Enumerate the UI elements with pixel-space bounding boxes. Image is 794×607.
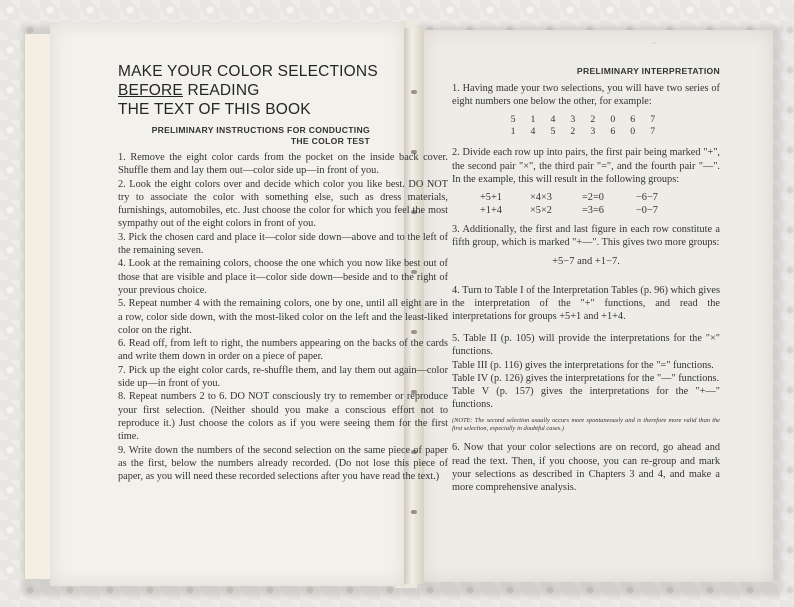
heading-line: PRELIMINARY INSTRUCTIONS FOR CONDUCTING bbox=[151, 125, 370, 135]
instruction-paragraph: 5. Repeat number 4 with the remaining colors, one by one, until all eight are in a row, color side down, with the most-liked color on the left and the least-liked color on the right. bbox=[118, 298, 448, 336]
instruction-paragraph: 8. Repeat numbers 2 to 6. DO NOT consciously try to remember or reproduce your first selection. (Neither should you make a conscious effort not to reproduce it.) Just choose the colors as if you were seeing them for the first time. bbox=[118, 391, 448, 443]
section-heading bbox=[70, 125, 370, 147]
paragraph: Table IV (p. 126) gives the interpretations for the "—" functions. bbox=[452, 372, 720, 384]
instruction-paragraph: 3. Pick the chosen card and place it—color side down—above and to the left of the remaining seven. bbox=[118, 231, 448, 257]
group-item: −6−7 bbox=[636, 192, 658, 204]
title-line bbox=[118, 81, 390, 100]
paragraph: 1. Having made your two selections, you will have two series of eight numbers one below the other, for example: bbox=[452, 83, 720, 108]
right-page-content bbox=[452, 66, 720, 494]
group-item: ×4×3 bbox=[530, 192, 552, 204]
heading-line: THE COLOR TEST bbox=[290, 136, 370, 146]
left-page-content bbox=[70, 62, 448, 483]
instruction-paragraph: 1. Remove the eight color cards from the pocket on the inside back cover. Shuffle them and lay them out—color side up—in front of you. bbox=[118, 152, 448, 177]
binding-stitch bbox=[411, 510, 417, 514]
instruction-paragraph: 2. Look the eight colors over and decide which color you like best. DO NOT try to associate the color with something else, such as dress materials, furnishings, automobiles, etc. Just choose the color for which you feel the most sympathy out of the eight colors in front of you. bbox=[118, 178, 448, 230]
instruction-paragraph: 4. Look at the remaining colors, choose the one which you now like best out of those that are visible and place it—color side down—beside and to the right of your previous choice. bbox=[118, 258, 448, 296]
instruction-paragraph: 7. Pick up the eight color cards, re-shuffle them, and lay them out again—color side up—in front of you. bbox=[118, 364, 448, 390]
instructions-text bbox=[118, 151, 448, 483]
paragraph: Table V (p. 157) gives the interpretations for the "+—" functions. bbox=[452, 386, 720, 411]
interpretation-text bbox=[452, 82, 720, 494]
example-series bbox=[452, 114, 720, 138]
paragraph: 5. Table II (p. 105) will provide the interpretations for the "×" functions. bbox=[452, 333, 720, 358]
section-heading: PRELIMINARY INTERPRETATION bbox=[576, 66, 720, 76]
series-row: 5 1 4 3 2 0 6 7 bbox=[510, 114, 662, 126]
title-line: MAKE YOUR COLOR SELECTIONS bbox=[118, 63, 378, 80]
page-title bbox=[118, 62, 390, 119]
binding-stitch bbox=[411, 90, 417, 94]
instruction-paragraph: 9. Write down the numbers of the second selection on the same piece of paper as the first, below the numbers already recorded. (Do not lose this piece of paper, as you will need these recorded selections after you have read the text.) bbox=[118, 444, 448, 483]
paragraph: 4. Turn to Table I of the Interpretation Tables (p. 96) which gives the interpretation of the "+" functions, and read the interpretations for groups +5+1 and +1+4. bbox=[452, 284, 720, 323]
series-row: 1 4 5 2 3 6 0 7 bbox=[510, 126, 662, 138]
paragraph: 3. Additionally, the first and last figure in each row constitute a fifth group, which is marked "+—". This gives two more groups: bbox=[452, 224, 720, 249]
group-item: ×5×2 bbox=[530, 205, 552, 217]
group-item: +1+4 bbox=[480, 205, 502, 217]
instruction-paragraph: 6. Read off, from left to right, the numbers appearing on the backs of the cards and write them down in order on a piece of paper. bbox=[118, 338, 448, 363]
fifth-groups: +5−7 and +1−7. bbox=[552, 256, 620, 268]
title-line: THE TEXT OF THIS BOOK bbox=[118, 101, 311, 118]
title-text: READING bbox=[182, 82, 260, 99]
paragraph: 2. Divide each row up into pairs, the first pair being marked "+", the second pair "×", the third pair "=", and the fourth pair "—". In the example, this will result in the following groups: bbox=[452, 147, 720, 185]
example-groups bbox=[480, 191, 720, 217]
title-emphasis: BEFORE bbox=[118, 82, 183, 99]
handwritten-note: … bbox=[649, 37, 657, 46]
group-item: −0−7 bbox=[636, 205, 658, 217]
note-text: (NOTE: The second selection usually occurs more spontaneously and is therefore more valid than the first selection, especially in doubtful cases.) bbox=[452, 417, 720, 433]
paragraph: Table III (p. 116) gives the interpretations for the "=" functions. bbox=[452, 359, 714, 371]
group-item: =2=0 bbox=[582, 192, 604, 204]
paragraph: 6. Now that your color selections are on record, go ahead and read the text. Then, if you choose, you can re-group and mark your selections as described in Chapters 3 and 4, and make a more comprehensive analysis. bbox=[452, 442, 720, 494]
group-item: =3=6 bbox=[582, 205, 604, 217]
group-item: +5+1 bbox=[480, 192, 502, 204]
